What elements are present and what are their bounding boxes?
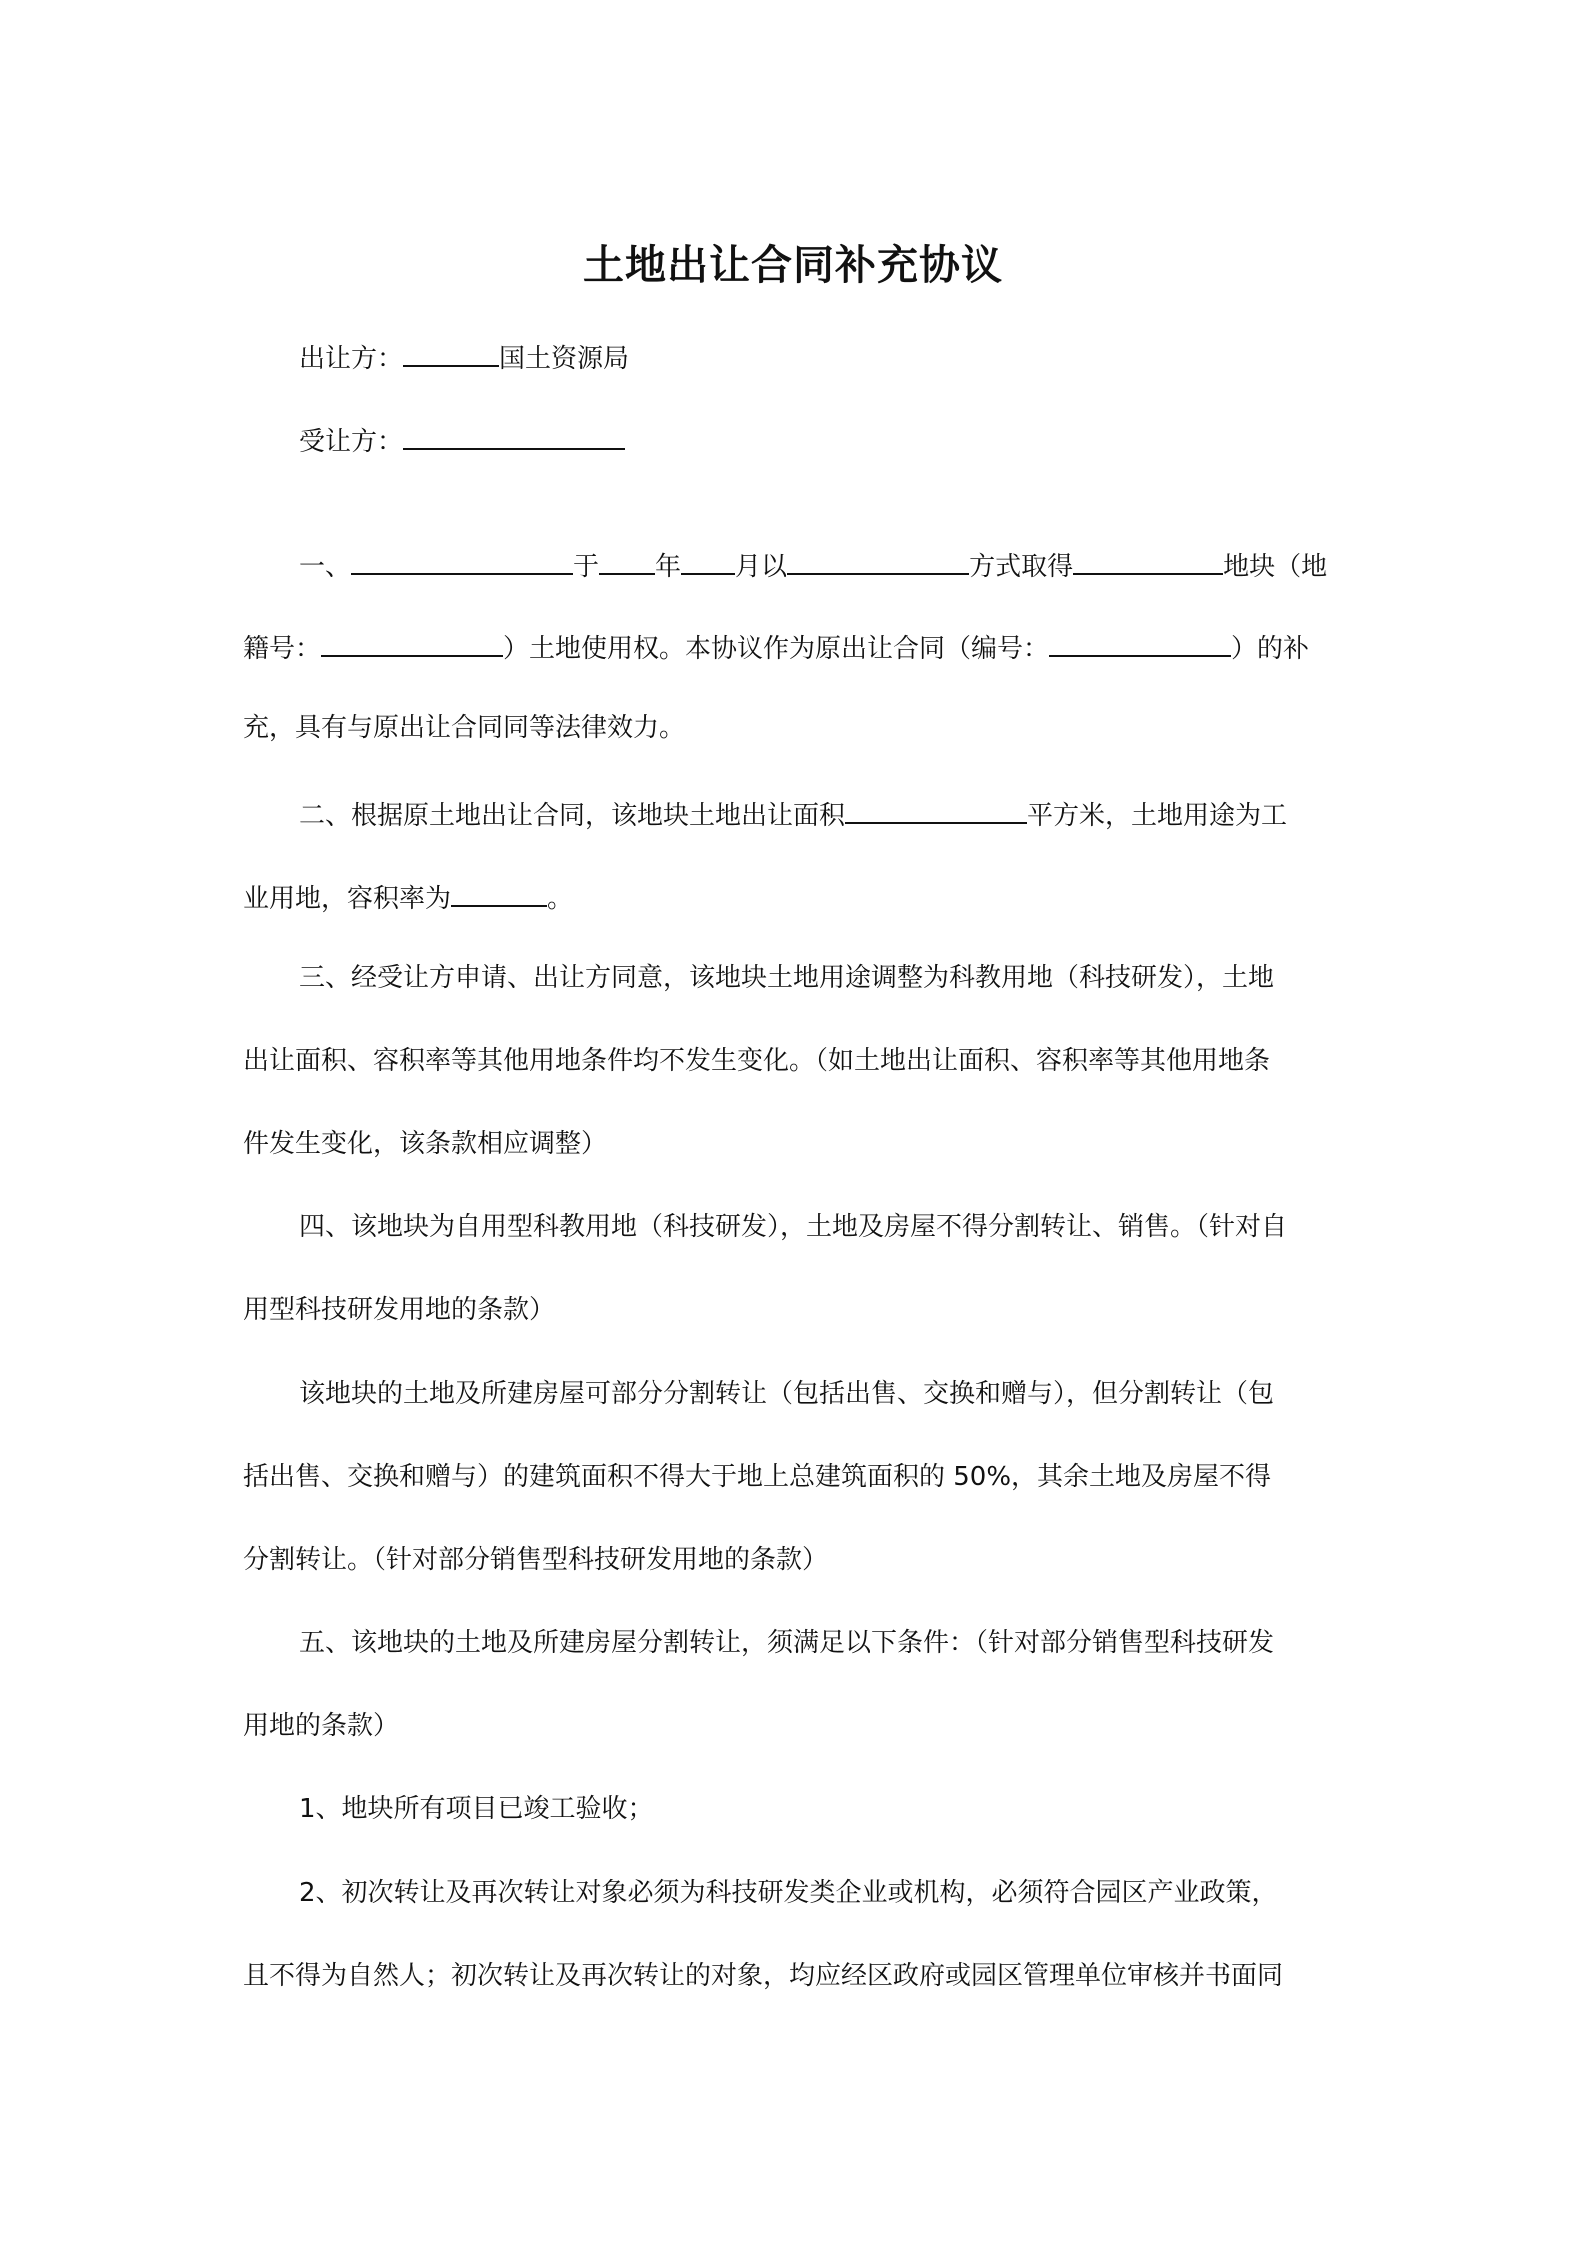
clause-5-line-1: 五、该地块的土地及所建房屋分割转让，须满足以下条件：（针对部分销售型科技研发 [299, 1628, 1275, 1658]
cadastral-number-blank[interactable] [321, 625, 503, 657]
transferor-value: 国土资源局 [499, 344, 630, 374]
alt-clause-line-2: 括出售、交换和赠与）的建筑面积不得大于地上总建筑面积的 50%，其余土地及房屋不得 [243, 1462, 1272, 1492]
text-month: 月以 [735, 552, 788, 582]
text-year: 年 [655, 552, 682, 582]
clause-5-line-2: 用地的条款） [243, 1711, 400, 1741]
contract-number-blank[interactable] [1049, 625, 1231, 657]
text-supplement: ）的补 [1231, 634, 1310, 664]
text-cadastral: 籍号： [243, 634, 322, 664]
document-title: 土地出让合同补充协议 [583, 241, 1003, 289]
text-plot: 地块（地 [1223, 552, 1328, 582]
transferee-label: 受让方： [299, 427, 404, 457]
clause-1-line-1 [299, 543, 1353, 583]
clause-3-line-3: 件发生变化，该条款相应调整） [243, 1129, 608, 1159]
alt-clause-line-1: 该地块的土地及所建房屋可部分分割转让（包括出售、交换和赠与），但分割转让（包 [299, 1379, 1275, 1409]
clause-1-line-2 [243, 625, 1353, 665]
plot-blank[interactable] [1073, 543, 1223, 575]
party-blank[interactable] [351, 543, 573, 575]
condition-item-1: 1、地块所有项目已竣工验收； [299, 1794, 654, 1824]
transferor-label: 出让方： [299, 344, 404, 374]
text-contract-ref: ）土地使用权。本协议作为原出让合同（编号： [503, 634, 1050, 664]
clause-3-line-1: 三、经受让方申请、出让方同意，该地块土地用途调整为科教用地（科技研发），土地 [299, 963, 1275, 993]
text-method: 方式取得 [969, 552, 1074, 582]
transferor-blank[interactable] [403, 335, 499, 367]
transferee-blank[interactable] [403, 418, 625, 450]
month-blank[interactable] [681, 543, 735, 575]
area-blank[interactable] [845, 792, 1027, 824]
year-blank[interactable] [599, 543, 655, 575]
text-area: 二、根据原土地出让合同，该地块土地出让面积 [299, 801, 846, 831]
clause-1-line-3: 充，具有与原出让合同同等法律效力。 [243, 713, 686, 743]
text-usage: 平方米，土地用途为工 [1027, 801, 1288, 831]
transferor-line [299, 335, 1353, 375]
clause-2-line-1 [299, 792, 1353, 832]
clause-4-line-1: 四、该地块为自用型科教用地（科技研发），土地及房屋不得分割转让、销售。（针对自 [299, 1212, 1288, 1242]
clause-2-line-2 [243, 875, 1353, 915]
text-yu: 于 [573, 552, 600, 582]
condition-item-2-line-2: 且不得为自然人；初次转让及再次转让的对象，均应经区政府或园区管理单位审核并书面同 [243, 1961, 1284, 1991]
alt-clause-line-3: 分割转让。（针对部分销售型科技研发用地的条款） [243, 1545, 829, 1575]
method-blank[interactable] [787, 543, 969, 575]
text-far: 业用地，容积率为 [243, 884, 452, 914]
clause-3-line-2: 出让面积、容积率等其他用地条件均不发生变化。（如土地出让面积、容积率等其他用地条 [243, 1046, 1271, 1076]
clause-4-line-2: 用型科技研发用地的条款） [243, 1295, 556, 1325]
transferee-line [299, 418, 1353, 458]
far-blank[interactable] [451, 875, 547, 907]
condition-item-2-line-1: 2、初次转让及再次转让对象必须为科技研发类企业或机构，必须符合园区产业政策， [299, 1878, 1278, 1908]
text-period: 。 [547, 884, 574, 914]
clause-1-number: 一、 [299, 552, 352, 582]
